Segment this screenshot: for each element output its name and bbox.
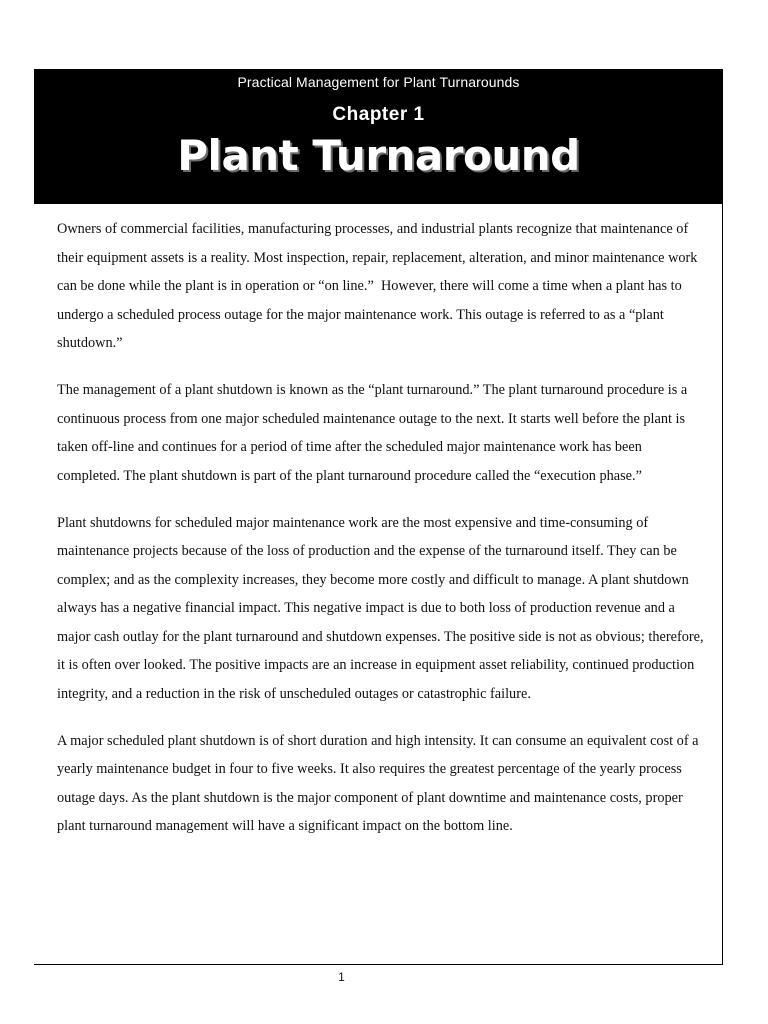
paragraph-4: A major scheduled plant shutdown is of short duration and high intensity. It can consume an equivalent cost of a yearly maintenance budget in four to five weeks. It also requires the greatest percentage of the yearly process outage days. As the plant shutdown is the major component of plant downtime and maintenance costs, proper plant turnaround management will have a significant impact on the bottom line. [57,732,699,834]
paragraph-3: Plant shutdowns for scheduled major maintenance work are the most expensive and time-consuming of maintenance projects because of the loss of production and the expense of the turnaround itself. They can be complex; and as the complexity increases, they become more costly and difficult to manage. A plant shutdown always has a negative financial impact. This negative impact is due to both loss of production revenue and a major cash outlay for the plant turnaround and shutdown expenses. The positive side is not as obvious; therefore, it is often over looked. The positive impacts are an increase in equipment asset reliability, continued production integrity, and a reduction in the risk of unscheduled outages or catastrophic failure. [57,514,704,702]
paragraph-2: The management of a plant shutdown is known as the “plant turnaround.” The plant turnaround procedure is a continuous process from one major scheduled maintenance outage to the next. It starts well before the plant is taken off-line and continues for a period of time after the scheduled major maintenance work has been completed. The plant shutdown is part of the plant turnaround procedure called the “execution phase.” [57,382,688,484]
book-title: Practical Management for Plant Turnarounds [237,74,520,90]
chapter-header [34,69,723,204]
chapter-title: Plant Turnaround [177,131,580,180]
page-number: 1 [338,970,345,984]
paragraph-1: Owners of commercial facilities, manufacturing processes, and industrial plants recognize that maintenance of their equipment assets is a reality. Most inspection, repair, replacement, alteration, and minor maintenance work can be done while the plant is in operation or “on line.” However, there will come a time when a plant has to undergo a scheduled process outage for the major maintenance work. This outage is referred to as a “plant shutdown.” [57,221,698,351]
chapter-label: Chapter 1 [332,104,425,125]
chapter-body [57,215,705,859]
